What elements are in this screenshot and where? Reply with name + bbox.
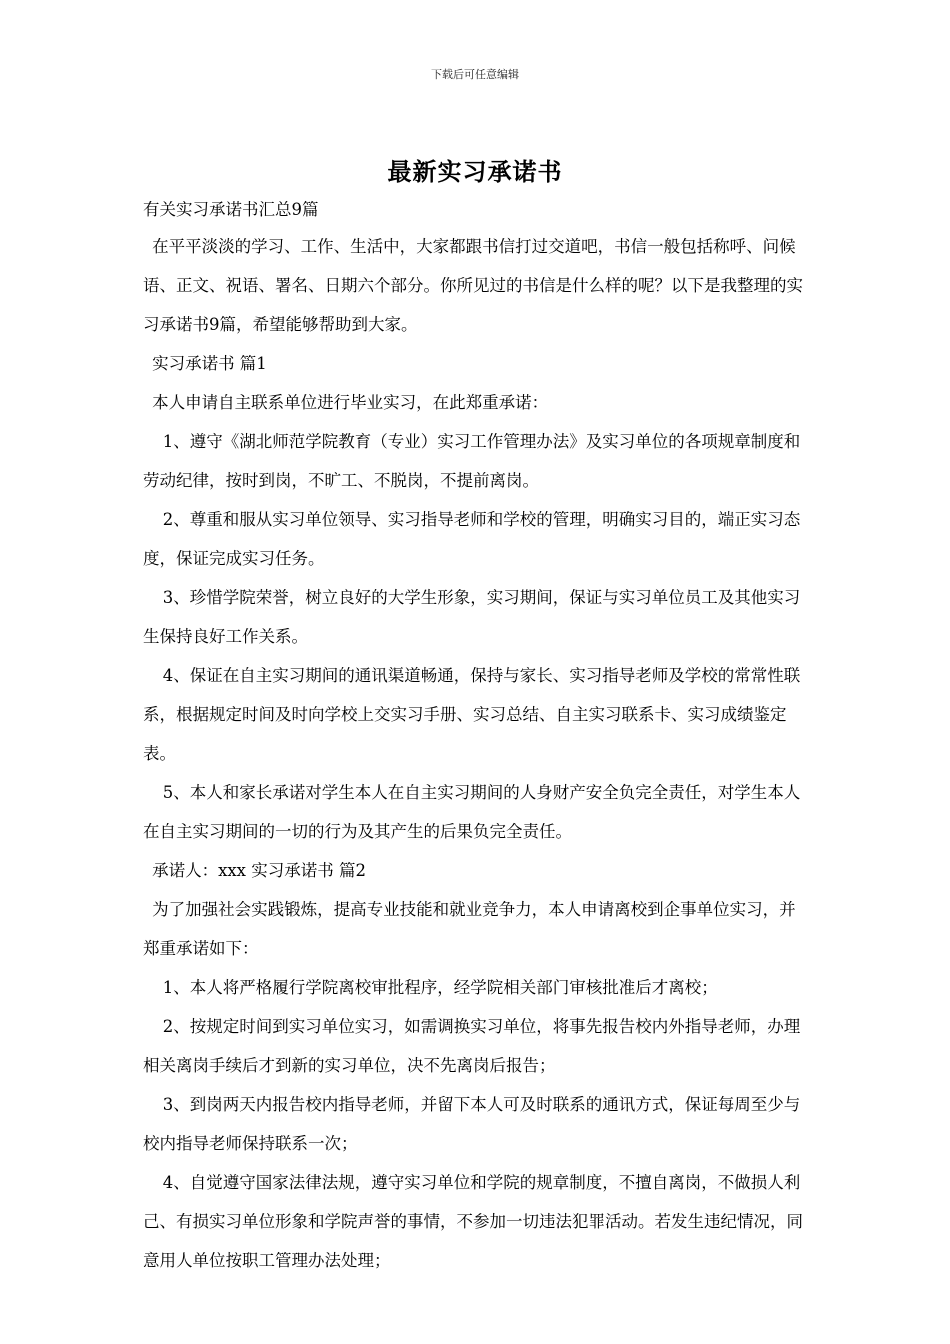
list-item: 3、珍惜学院荣誉，树立良好的大学生形象，实习期间，保证与实习单位员工及其他实习生保持良好工作关系。 (143, 588, 801, 646)
list-item: 1、本人将严格履行学院离校审批程序，经学院相关部门审核批准后才离校； (162, 978, 718, 997)
list-item: 4、保证在自主实习期间的通讯渠道畅通，保持与家长、实习指导老师及学校的常常性联系，根据规定时间及时向学校上交实习手册、实习总结、自主实习联系卡、实习成绩鉴定表。 (143, 666, 801, 763)
document-body (143, 193, 809, 1280)
document-title: 最新实习承诺书 (387, 157, 563, 186)
page-header-note: 下载后可任意编辑 (431, 68, 519, 81)
list-item: 2、按规定时间到实习单位实习，如需调换实习单位，将事先报告校内外指导老师，办理相关离岗手续后才到新的实习单位，决不先离岗后报告； (143, 1017, 801, 1075)
subtitle-paragraph: 有关实习承诺书汇总9篇 (143, 200, 319, 219)
intro-paragraph: 在平平淡淡的学习、工作、生活中，大家都跟书信打过交道吧，书信一般包括称呼、问候语、正文、祝语、署名、日期六个部分。你所见过的书信是什么样的呢？以下是我整理的实习承诺书9篇，希望能够帮助到大家。 (143, 237, 803, 334)
list-item: 2、尊重和服从实习单位领导、实习指导老师和学校的管理，明确实习目的，端正实习态度，保证完成实习任务。 (143, 510, 801, 568)
list-item: 1、遵守《湖北师范学院教育（专业）实习工作管理办法》及实习单位的各项规章制度和劳动纪律，按时到岗，不旷工、不脱岗，不提前离岗。 (143, 432, 801, 490)
section-heading-1: 实习承诺书 篇1 (152, 354, 267, 373)
body-paragraph: 本人申请自主联系单位进行毕业实习，在此郑重承诺： (152, 393, 549, 412)
list-item: 4、自觉遵守国家法律法规，遵守实习单位和学院的规章制度，不擅自离岗，不做损人利己、有损实习单位形象和学院声誉的事情，不参加一切违法犯罪活动。若发生违纪情况，同意用人单位按职工管理办法处理； (143, 1173, 803, 1270)
body-paragraph: 为了加强社会实践锻炼，提高专业技能和就业竞争力，本人申请离校到企事单位实习，并郑重承诺如下： (143, 900, 796, 958)
section-heading-2: 承诺人：xxx 实习承诺书 篇2 (152, 861, 366, 880)
list-item: 3、到岗两天内报告校内指导老师，并留下本人可及时联系的通讯方式，保证每周至少与校内指导老师保持联系一次； (143, 1095, 801, 1153)
list-item: 5、本人和家长承诺对学生本人在自主实习期间的人身财产安全负完全责任，对学生本人在自主实习期间的一切的行为及其产生的后果负完全责任。 (143, 783, 801, 841)
